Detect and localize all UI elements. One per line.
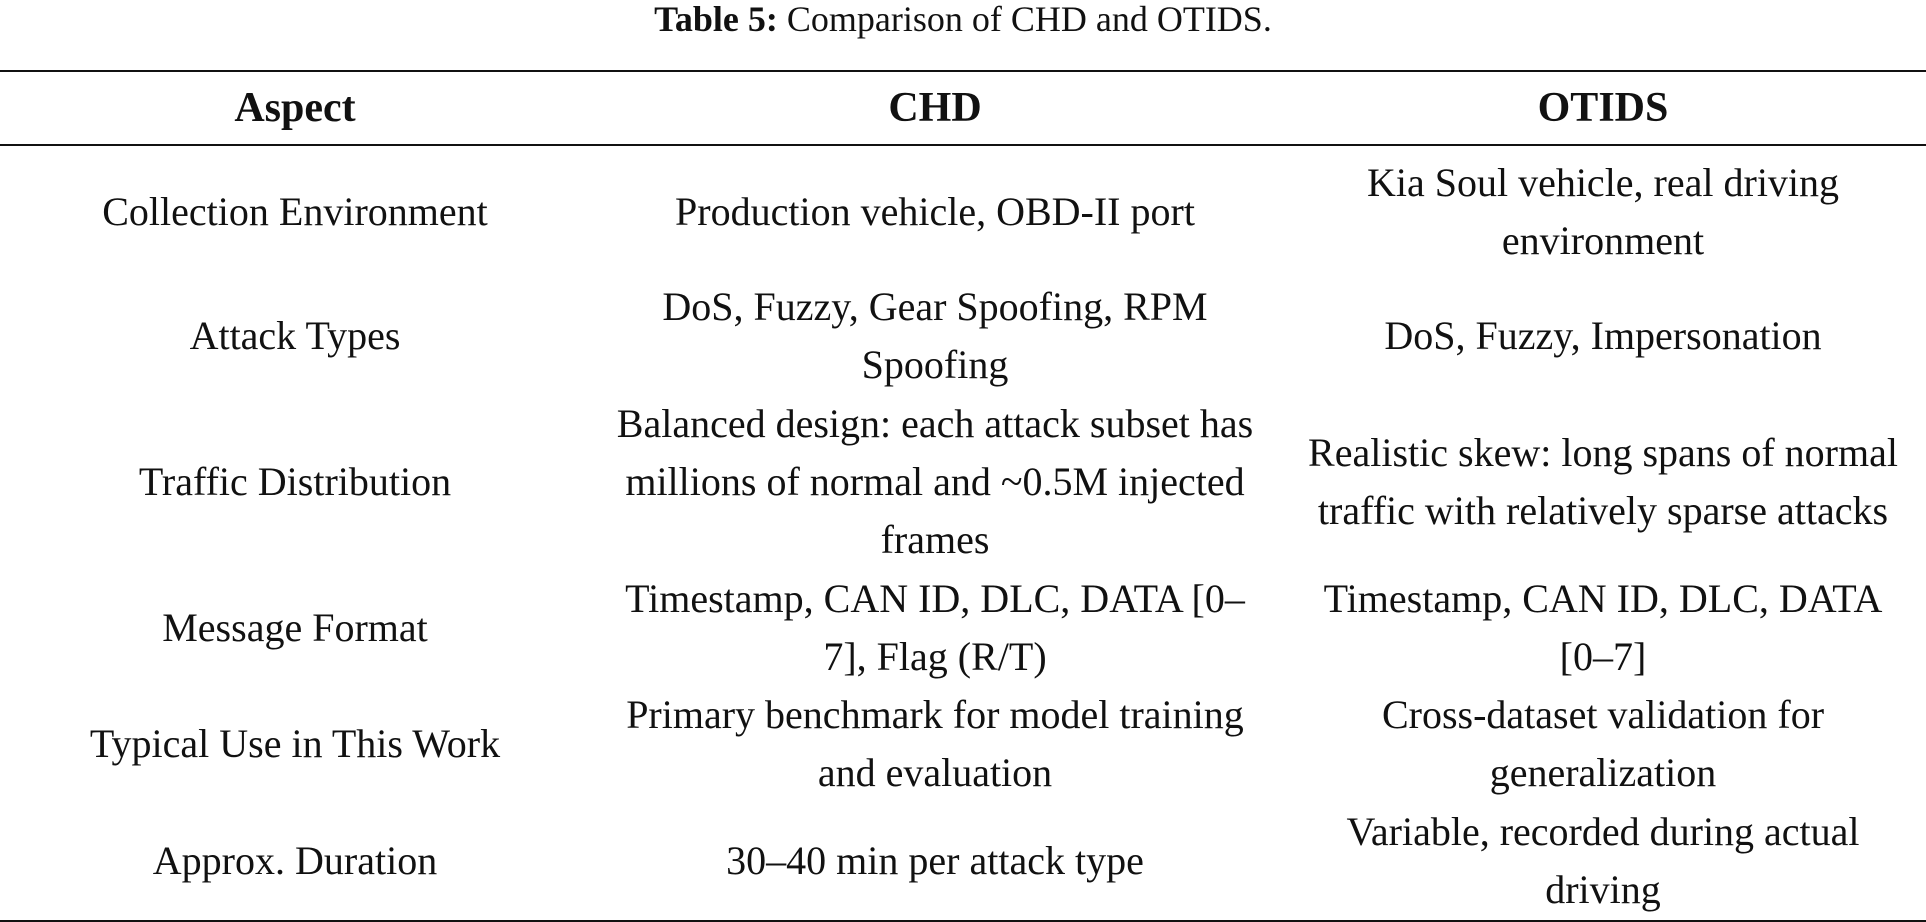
cell-chd: DoS, Fuzzy, Gear Spoofing, RPM Spoofing — [662, 284, 1208, 387]
table-row — [0, 570, 1926, 686]
header-aspect: Aspect — [234, 85, 356, 131]
cell-aspect: Attack Types — [189, 313, 401, 358]
table-caption-text: Comparison of CHD and OTIDS. — [786, 0, 1272, 39]
cell-chd: Balanced design: each attack subset has millions of normal and ~0.5M injected frames — [616, 401, 1254, 562]
cell-aspect: Approx. Duration — [152, 838, 438, 883]
cell-chd: Production vehicle, OBD-II port — [675, 189, 1195, 234]
cell-chd: Primary benchmark for model training and evaluation — [626, 692, 1244, 795]
cell-otids: Timestamp, CAN ID, DLC, DATA [0–7] — [1323, 576, 1883, 679]
cell-otids: Variable, recorded during actual driving — [1346, 809, 1860, 912]
cell-otids: DoS, Fuzzy, Impersonation — [1384, 313, 1822, 358]
table-caption — [0, 0, 1926, 38]
cell-aspect: Traffic Distribution — [138, 459, 452, 504]
cell-otids: Realistic skew: long spans of normal traffic with relatively sparse attacks — [1308, 430, 1898, 533]
header-chd: CHD — [888, 85, 982, 131]
cell-aspect: Message Format — [162, 605, 428, 650]
cell-chd: Timestamp, CAN ID, DLC, DATA [0–7], Flag (R/T) — [625, 576, 1245, 679]
header-otids: OTIDS — [1537, 85, 1669, 131]
comparison-table — [0, 70, 1926, 922]
cell-aspect: Collection Environment — [102, 189, 488, 234]
cell-otids: Cross-dataset validation for generalization — [1381, 692, 1825, 795]
cell-chd: 30–40 min per attack type — [726, 838, 1144, 883]
cell-otids: Kia Soul vehicle, real driving environment — [1366, 160, 1840, 263]
table-header-row — [0, 71, 1926, 145]
table-caption-label: Table 5: — [654, 0, 778, 39]
table-row — [0, 278, 1926, 394]
table-row — [0, 686, 1926, 802]
cell-aspect: Typical Use in This Work — [89, 721, 501, 766]
table-row — [0, 145, 1926, 278]
table-row — [0, 394, 1926, 570]
table-row — [0, 802, 1926, 921]
